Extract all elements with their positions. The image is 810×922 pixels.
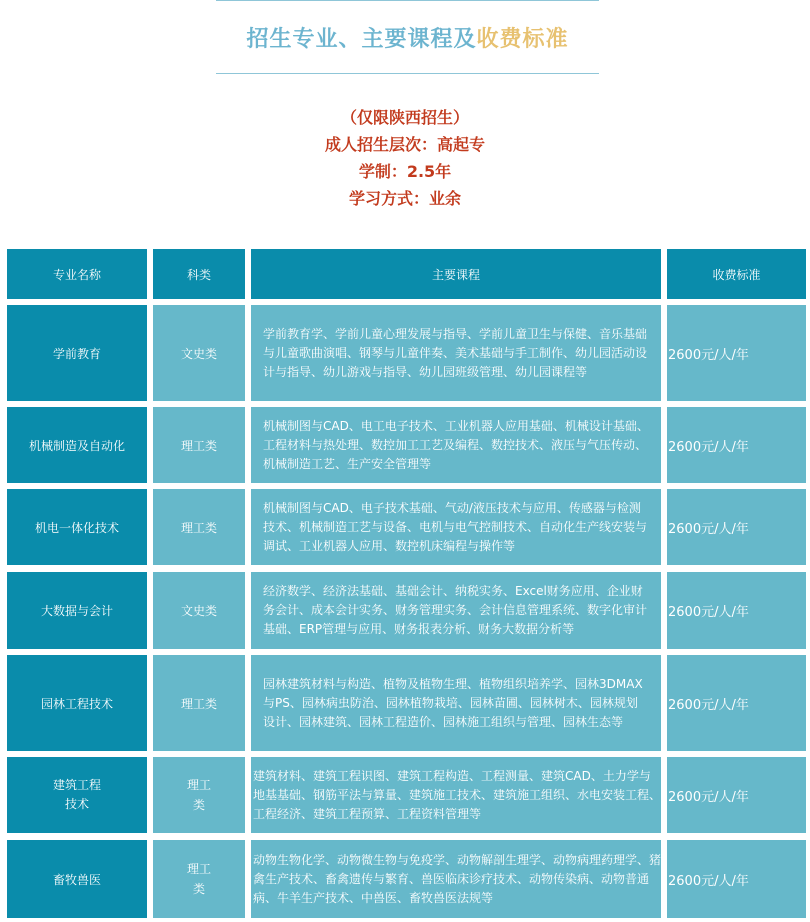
header-major: 专业名称 <box>7 249 147 299</box>
title-part-highlight: 收费标准 <box>476 27 569 52</box>
table-row-courses: 机械制图与CAD、电工电子技术、工业机器人应用基础、机械设计基础、工程材料与热处理、数控加工工艺及编程、数控技术、液压与气压传动、机械制造工艺、生产安全管理等 <box>251 407 661 483</box>
table-row-courses: 建筑材料、建筑工程识图、建筑工程构造、工程测量、建筑CAD、土力学与地基基础、钢筋平法与算量、建筑施工技术、建筑施工组织、水电安装工程、工程经济、建筑工程预算、工程资料管理等 <box>251 757 661 833</box>
table-row-fee: 2600元/人/年 <box>667 572 806 649</box>
table-row-category: 理工类 <box>153 407 245 483</box>
table-row-fee: 2600元/人/年 <box>667 489 806 565</box>
category-line: 理工 <box>186 862 211 876</box>
study-mode: 学习方式：业余 <box>348 189 461 208</box>
category-line: 类 <box>192 798 205 812</box>
table-row-major: 大数据与会计 <box>7 572 147 649</box>
page-title <box>216 22 599 53</box>
table-row-major: 畜牧兽医 <box>7 840 147 918</box>
table-row-major: 机电一体化技术 <box>7 489 147 565</box>
table-row-fee: 2600元/人/年 <box>667 757 806 833</box>
header-category: 科类 <box>153 249 245 299</box>
major-line: 建筑工程 <box>52 778 101 792</box>
table-row-category: 理工类 <box>153 489 245 565</box>
header-courses: 主要课程 <box>251 249 661 299</box>
table-row-category <box>153 840 245 918</box>
table-row-courses: 园林建筑材料与构造、植物及植物生理、植物组织培养学、园林3DMAX与PS、园林病虫防治、园林植物栽培、园林苗圃、园林树木、园林规划设计、园林建筑、园林工程造价、园林施工组织与管理、园林生态等 <box>251 655 661 751</box>
table-row-fee: 2600元/人/年 <box>667 655 806 751</box>
region-note: （仅限陕西招生） <box>340 108 469 127</box>
table-row-courses: 学前教育学、学前儿童心理发展与指导、学前儿童卫生与保健、音乐基础与儿童歌曲演唱、钢琴与儿童伴奏、美术基础与手工制作、幼儿园活动设计与指导、幼儿游戏与指导、幼儿园班级管理、幼儿园课程等 <box>251 305 661 401</box>
table-row-courses: 机械制图与CAD、电子技术基础、气动/液压技术与应用、传感器与检测技术、机械制造工艺与设备、电机与电气控制技术、自动化生产线安装与调试、工业机器人应用、数控机床编程与操作等 <box>251 489 661 565</box>
table-row-category: 文史类 <box>153 305 245 401</box>
table-row-category: 文史类 <box>153 572 245 649</box>
table-row-fee: 2600元/人/年 <box>667 407 806 483</box>
title-banner <box>216 0 599 74</box>
title-part-main: 招生专业、主要课程及 <box>246 27 477 52</box>
admission-info <box>0 104 810 212</box>
table-row-courses: 经济数学、经济法基础、基础会计、纳税实务、Excel财务应用、企业财务会计、成本会计实务、财务管理实务、会计信息管理系统、数字化审计基础、ERP管理与应用、财务报表分析、财务大数据分析等 <box>251 572 661 649</box>
category-line: 类 <box>192 882 205 896</box>
header-fee: 收费标准 <box>667 249 806 299</box>
major-line: 技术 <box>64 797 89 811</box>
table-row-major: 园林工程技术 <box>7 655 147 751</box>
table-row-fee: 2600元/人/年 <box>667 305 806 401</box>
admission-level: 成人招生层次：高起专 <box>324 135 485 154</box>
category-line: 理工 <box>186 778 211 792</box>
table-row-fee: 2600元/人/年 <box>667 840 806 918</box>
table-row-major: 机械制造及自动化 <box>7 407 147 483</box>
study-duration: 学制：2.5年 <box>358 162 452 181</box>
table-row-major <box>7 757 147 833</box>
table-row-courses: 动物生物化学、动物微生物与免疫学、动物解剖生理学、动物病理药理学、猪禽生产技术、畜禽遗传与繁育、兽医临床诊疗技术、动物传染病、动物普通病、牛羊生产技术、中兽医、畜牧兽医法规等 <box>251 840 661 918</box>
table-row-category: 理工类 <box>153 655 245 751</box>
table-row-category <box>153 757 245 833</box>
table-row-major: 学前教育 <box>7 305 147 401</box>
